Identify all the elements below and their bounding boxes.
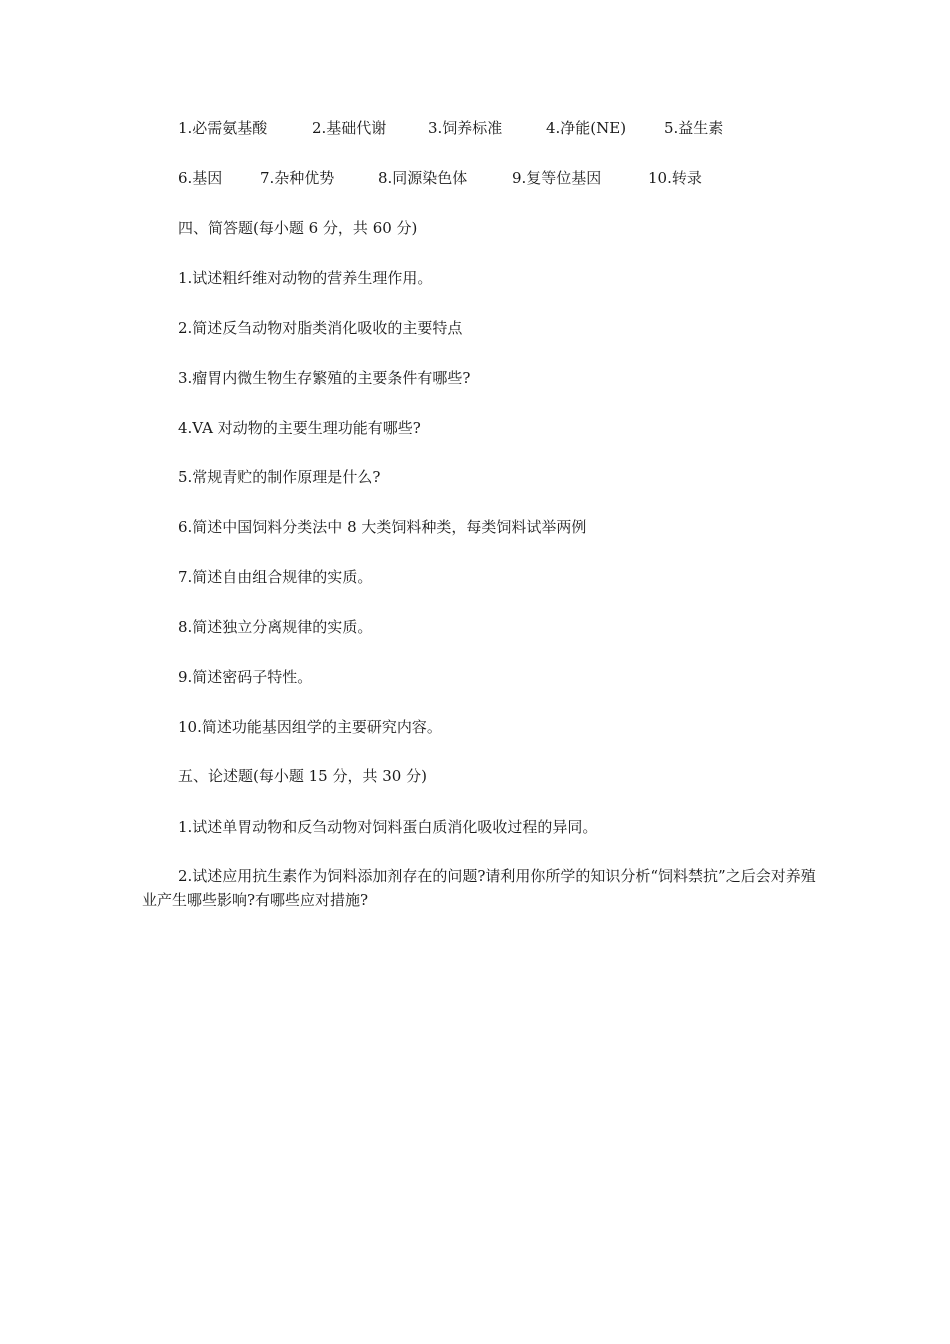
question-item: 7.简述自由组合规律的实质。 <box>178 568 373 586</box>
question-item: 1.试述单胃动物和反刍动物对饲料蛋白质消化吸收过程的异同。 <box>178 818 598 836</box>
question-item: 5.常规青贮的制作原理是什么? <box>178 468 381 486</box>
question-item: 2.试述应用抗生素作为饲料添加剂存在的问题?请利用你所学的知识分析“饲料禁抗”之后会对养殖业产生哪些影响?有哪些应对措施? <box>142 867 816 909</box>
question-paragraph <box>142 864 822 912</box>
term-item: 8.同源染色体 <box>378 169 468 187</box>
term-item: 10.转录 <box>648 169 702 187</box>
section-heading: 五、论述题(每小题 15 分，共 30 分) <box>178 767 427 785</box>
term-item: 1.必需氨基酸 <box>178 119 268 137</box>
question-item: 2.简述反刍动物对脂类消化吸收的主要特点 <box>178 319 463 337</box>
term-item: 9.复等位基因 <box>512 169 602 187</box>
question-item: 6.简述中国饲料分类法中 8 大类饲料种类，每类饲料试举两例 <box>178 518 587 536</box>
question-item: 1.试述粗纤维对动物的营养生理作用。 <box>178 269 433 287</box>
term-item: 2.基础代谢 <box>312 119 387 137</box>
question-item: 3.瘤胃内微生物生存繁殖的主要条件有哪些? <box>178 369 471 387</box>
term-item: 4.净能(NE) <box>546 119 627 137</box>
term-item: 5.益生素 <box>664 119 724 137</box>
question-item: 4.VA 对动物的主要生理功能有哪些? <box>178 419 421 437</box>
term-item: 7.杂种优势 <box>260 169 335 187</box>
term-item: 6.基因 <box>178 169 223 187</box>
term-item: 3.饲养标准 <box>428 119 503 137</box>
section-heading: 四、简答题(每小题 6 分，共 60 分) <box>178 219 418 237</box>
question-item: 8.简述独立分离规律的实质。 <box>178 618 373 636</box>
question-item: 10.简述功能基因组学的主要研究内容。 <box>178 718 442 736</box>
question-item: 9.简述密码子特性。 <box>178 668 313 686</box>
